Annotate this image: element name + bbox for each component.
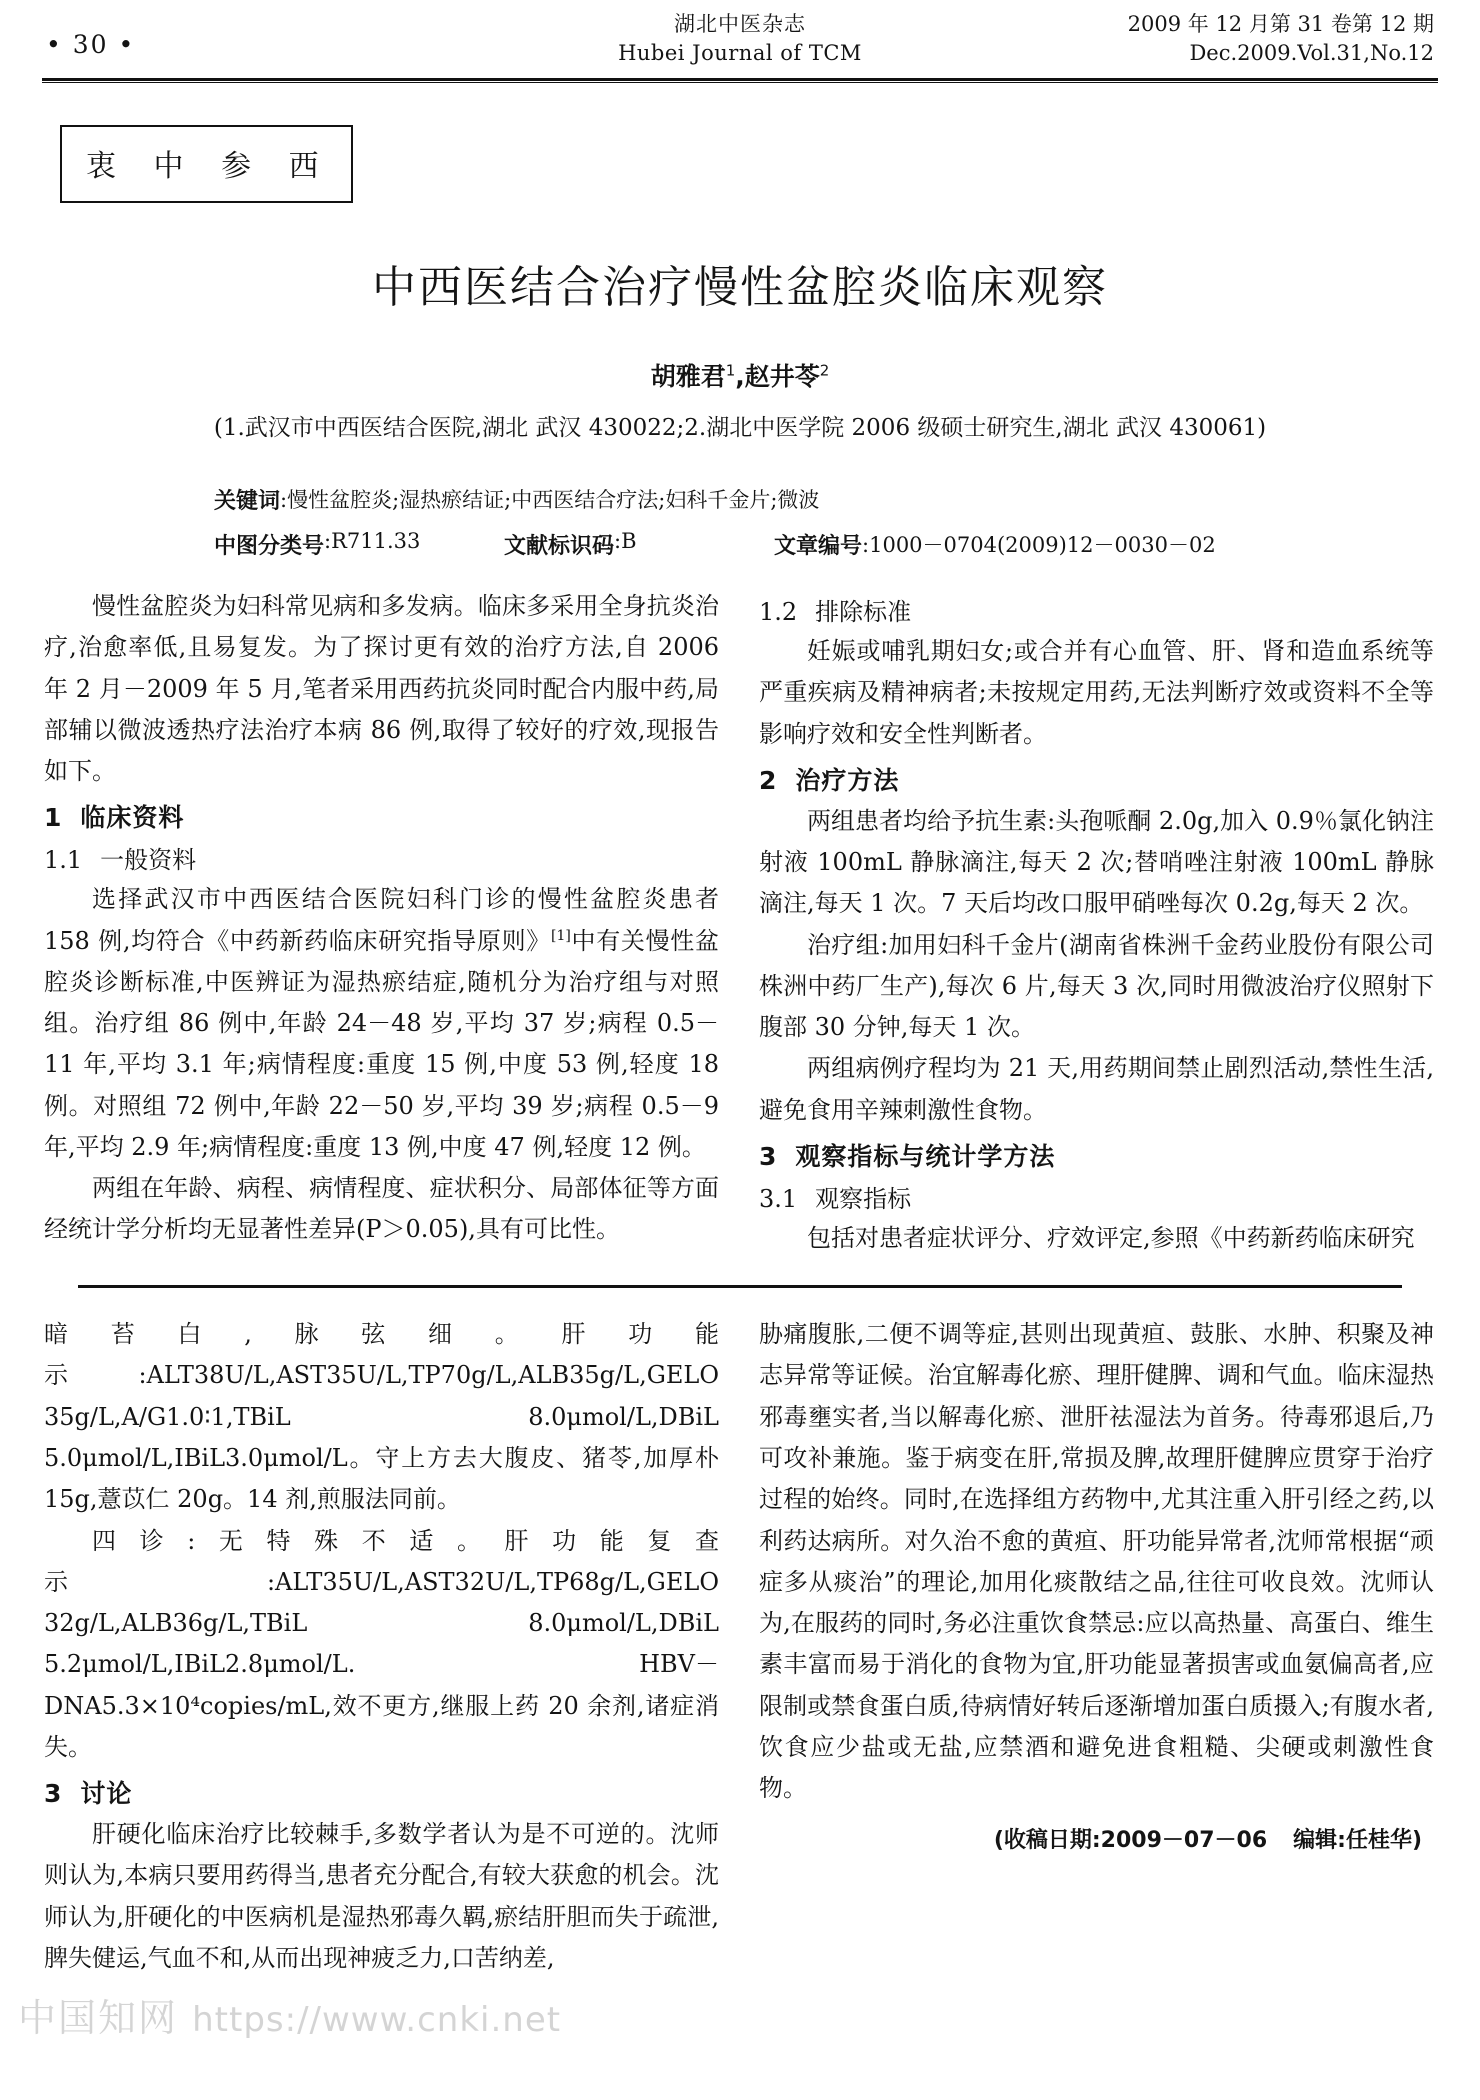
issue-info-cn: 2009 年 12 月第 31 卷第 12 期: [1127, 12, 1434, 36]
body-top-left-column: [44, 586, 719, 1259]
journal-title-cn: 湖北中医杂志: [674, 12, 806, 36]
article-metadata: [38, 484, 1442, 560]
article-title: 中西医结合治疗慢性盆腔炎临床观察: [372, 262, 1108, 313]
article-number-value: :1000－0704(2009)12－0030－02: [862, 533, 1216, 557]
subsection-1-2-number: 1.2: [759, 598, 798, 626]
section-3-number: 3: [759, 1141, 778, 1171]
section-heading-3: [759, 1137, 1434, 1173]
doccode-cell: [504, 529, 774, 560]
journal-title-en: Hubei Journal of TCM: [618, 40, 862, 65]
body-top-columns: [38, 586, 1442, 1259]
issue-info-en: Dec.2009.Vol.31,No.12: [1189, 40, 1434, 65]
general-data-paragraph: [44, 879, 719, 1168]
subsection-3-1-title: 观察指标: [815, 1184, 912, 1213]
author-name-1: 胡雅君: [650, 362, 726, 391]
article-separator-rule: [78, 1285, 1402, 1288]
doccode-label: 文献标识码: [504, 534, 615, 559]
received-date: (收稿日期:2009－07－06: [993, 1828, 1268, 1854]
discussion-title: 讨论: [80, 1779, 133, 1809]
author-list: [38, 357, 1442, 393]
author-1-affil-marker: 1: [725, 361, 736, 380]
author-separator: ,: [735, 362, 745, 391]
section-heading-2: [759, 761, 1434, 797]
section-1-number: 1: [44, 803, 63, 833]
section-1-title: 临床资料: [80, 803, 185, 833]
article-number-label: 文章编号: [774, 534, 863, 559]
discussion-heading: [44, 1774, 719, 1810]
general-data-text-part-1: 选择武汉市中西医结合医院妇科门诊的慢性盆腔炎患者 158 例,均符合《中药新药临床研究指导原则》: [44, 885, 719, 955]
subsection-1-1-title: 一般资料: [100, 846, 197, 875]
body-bottom-columns: [38, 1314, 1442, 1979]
keywords-value: :慢性盆腔炎;湿热瘀结证;中西医结合疗法;妇科千金片;微波: [280, 488, 820, 512]
running-head: [38, 0, 1442, 72]
section-2-title: 治疗方法: [795, 765, 900, 795]
subsection-3-1-number: 3.1: [759, 1184, 798, 1213]
intro-paragraph: 慢性盆腔炎为妇科常见病和多发病。临床多采用全身抗炎治疗,治愈率低,且易复发。为了探讨更有效的治疗方法,自 2006 年 2 月－2009 年 5 月,笔者采用西药抗炎同时配合内服中药,局部辅以微波透热疗法治疗本病 86 例,取得了较好的疗效,现报告如下。: [44, 592, 719, 786]
subsection-heading-1-1: [44, 840, 719, 875]
keywords-label: 关键词: [214, 489, 281, 514]
author-affiliations: (1.武汉市中西医结合医院,湖北 武汉 430022;2.湖北中医学院 2006 级硕士研究生,湖北 武汉 430061): [213, 415, 1267, 441]
keywords-row: [214, 484, 1442, 515]
article-footer: [759, 1823, 1434, 1854]
page-number: • 30 •: [46, 30, 136, 59]
general-data-text-part-2: 中有关慢性盆腔炎诊断标准,中医辨证为湿热瘀结症,随机分为治疗组与对照组。治疗组 86 例中,年龄 24－48 岁,平均 37 岁;病程 0.5－11 年,平均 3.1 年;病情程度:重度 15 例,中度 53 例,轻度 18 例。对照组 72 例中,年龄 22－50 岁,平均 39 岁;病程 0.5－9 年,平均 2.9 年;病情程度:重度 13 例,中度 47 例,轻度 12 例。: [44, 926, 719, 1161]
reference-marker-1: [1]: [550, 927, 571, 944]
editor-name: 编辑:任桂华): [1293, 1828, 1422, 1854]
discussion-continued-paragraph: 胁痛腹胀,二便不调等症,甚则出现黄疸、鼓胀、水肿、积聚及神志异常等证候。治宜解毒化瘀、理肝健脾、调和气血。临床湿热邪毒壅实者,当以解毒化瘀、泄肝祛湿法为首务。待毒邪退后,乃可攻补兼施。鉴于病变在肝,常损及脾,故理肝健脾应贯穿于治疗过程的始终。同时,在选择组方药物中,尤其注重入肝引经之药,以利药达病所。对久治不愈的黄疸、肝功能异常者,沈师常根据“顽症多从痰治”的理论,加用化痰散结之品,往往可收良效。沈师认为,在服药的同时,务必注重饮食禁忌:应以高热量、高蛋白、维生素丰富而易于消化的食物为宜,肝功能显著损害或血氨偏高者,应限制或禁食蛋白质,待病情好转后逐渐增加蛋白质摄入;有腹水者,饮食应少盐或无盐,应禁酒和避免进食粗糙、尖硬或刺激性食物。: [759, 1320, 1434, 1803]
section-3-title: 观察指标与统计学方法: [795, 1141, 1056, 1171]
article-number-cell: [774, 529, 1216, 560]
watermark-text: 中国知网: [18, 1996, 179, 2040]
clc-value: :R711.33: [324, 529, 421, 553]
classification-row: [214, 529, 1442, 560]
subsection-heading-1-2: [759, 592, 1434, 627]
observation-index-paragraph: 包括对患者症状评分、疗效评定,参照《中药新药临床研究: [807, 1223, 1415, 1252]
exclusion-criteria-paragraph: 妊娠或哺乳期妇女;或合并有心血管、肝、肾和造血系统等严重疾病及精神病者;未按规定用药,无法判断疗效或资料不全等影响疗效和安全性判断者。: [759, 637, 1434, 748]
course-paragraph: 两组病例疗程均为 21 天,用药期间禁止剧烈活动,禁性生活,避免食用辛辣刺激性食物。: [759, 1054, 1434, 1124]
body-bottom-right-column: [759, 1314, 1434, 1979]
issue-info: [1128, 10, 1434, 68]
clc-cell: [214, 529, 504, 560]
discussion-number: 3: [44, 1779, 63, 1809]
watermark-url: https://www.cnki.net: [192, 2000, 562, 2040]
subsection-heading-3-1: [759, 1179, 1434, 1214]
section-heading-1: [44, 798, 719, 834]
discussion-paragraph: 肝硬化临床治疗比较棘手,多数学者认为是不可逆的。沈师则认为,本病只要用药得当,患者充分配合,有较大获愈的机会。沈师认为,肝硬化的中医病机是湿热邪毒久羁,瘀结肝胆而失于疏泄,脾失健运,气血不和,从而出现神疲乏力,口苦纳差,: [44, 1820, 719, 1972]
body-top-right-column: [759, 586, 1434, 1259]
category-box: 衷 中 参 西: [60, 125, 353, 203]
subsection-1-2-title: 排除标准: [815, 598, 912, 626]
author-2-affil-marker: 2: [819, 361, 830, 380]
liver-function-paragraph: 暗苔白,脉弦细。肝功能示:ALT38U/L,AST35U/L,TP70g/L,ALB35g/L,GELO 35g/L,A/G1.0∶1,TBiL 8.0μmol/L,DBiL 5.0μmol/L,IBiL3.0μmol/L。守上方去大腹皮、猪苓,加厚朴 15g,薏苡仁 20g。14 剂,煎服法同前。: [44, 1320, 719, 1514]
cnki-watermark: [18, 1987, 561, 2042]
header-rule: [42, 78, 1438, 83]
treatment-group-paragraph: 治疗组:加用妇科千金片(湖南省株洲千金药业股份有限公司株洲中药厂生产),每次 6 片,每天 3 次,同时用微波治疗仪照射下腹部 30 分钟,每天 1 次。: [759, 930, 1434, 1042]
fourth-visit-paragraph: 四诊:无特殊不适。肝功能复查示:ALT35U/L,AST32U/L,TP68g/L,GELO 32g/L,ALB36g/L,TBiL 8.0μmol/L,DBiL 5.2μmol/L,IBiL2.8μmol/L. HBV－DNA5.3×10⁴copies/mL,效不更方,继服上药 20 余剂,诸症消失。: [44, 1526, 719, 1761]
antibiotics-paragraph: 两组患者均给予抗生素:头孢哌酮 2.0g,加入 0.9％氯化钠注射液 100mL 静脉滴注,每天 2 次;替哨唑注射液 100mL 静脉滴注,每天 1 次。7 天后均改口服甲硝唑每次 0.2g,每天 2 次。: [759, 806, 1434, 918]
body-bottom-left-column: [44, 1314, 719, 1979]
clc-label: 中图分类号: [214, 534, 325, 559]
section-2-number: 2: [759, 765, 778, 795]
subsection-1-1-number: 1.1: [44, 846, 83, 875]
doccode-value: :B: [614, 529, 637, 553]
comparability-paragraph: 两组在年龄、病程、病情程度、症状积分、局部体征等方面经统计学分析均无显著性差异(P＞0.05),具有可比性。: [44, 1174, 719, 1244]
author-name-2: 赵井苓: [744, 362, 820, 391]
